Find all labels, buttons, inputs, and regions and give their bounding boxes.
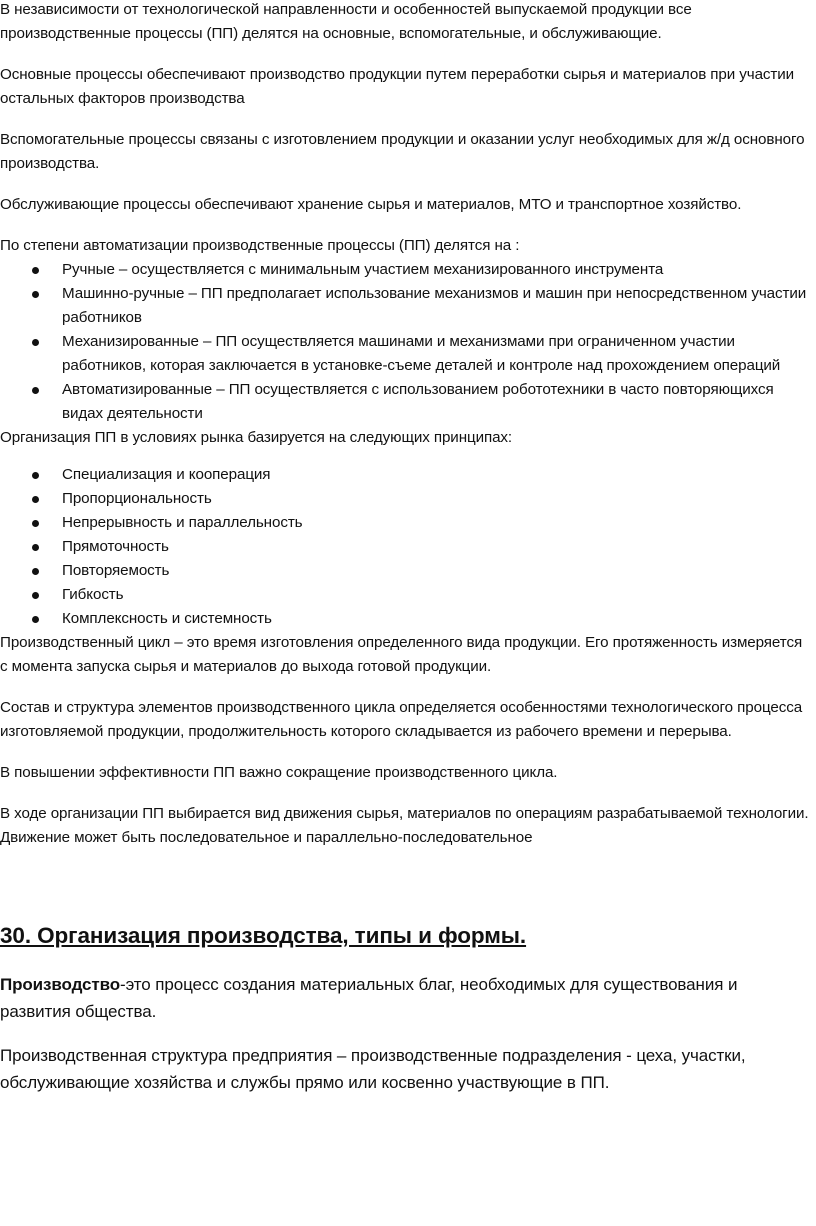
- list-item: Специализация и кооперация: [0, 463, 810, 487]
- definition-term: Производство: [0, 975, 121, 994]
- paragraph-efficiency: В повышении эффективности ПП важно сокращение производственного цикла.: [0, 764, 558, 781]
- list-item: Повторяемость: [0, 559, 810, 583]
- automation-list: [0, 258, 810, 426]
- paragraph-cycle-structure: Состав и структура элементов производственного цикла определяется особенностями технологического процесса изготовляемой продукции, продолжительность которого складывается из рабочего времени и перерыва.: [0, 699, 803, 740]
- list-item: Автоматизированные – ПП осуществляется с использованием робототехники в часто повторяющихся видах деятельности: [0, 378, 810, 426]
- paragraph-movement: В ходе организации ПП выбирается вид движения сырья, материалов по операциям разрабатываемой технологии. Движение может быть последовательное и параллельно-последовательное: [0, 805, 809, 846]
- section-heading: 30. Организация производства, типы и формы.: [0, 923, 527, 948]
- bullet-icon: [32, 544, 39, 551]
- bullet-icon: [32, 387, 39, 394]
- paragraph-auxiliary-processes: Вспомогательные процессы связаны с изготовлением продукции и оказании услуг необходимых для ж/д основного производства.: [0, 131, 805, 172]
- list-item: Непрерывность и параллельность: [0, 511, 810, 535]
- paragraph-production-cycle: Производственный цикл – это время изготовления определенного вида продукции. Его протяженность измеряется с момента запуска сырья и материалов до выхода готовой продукции.: [0, 634, 803, 675]
- bullet-icon: [32, 496, 39, 503]
- bullet-icon: [32, 291, 39, 298]
- list-item: Гибкость: [0, 583, 810, 607]
- paragraph-principles-intro: Организация ПП в условиях рынка базируется на следующих принципах:: [0, 429, 513, 446]
- paragraph-production-structure: Производственная структура предприятия – производственные подразделения - цеха, участки, обслуживающие хозяйства и службы прямо или косвенно участвующие в ПП.: [0, 1046, 746, 1092]
- bullet-icon: [32, 568, 39, 575]
- bullet-icon: [32, 339, 39, 346]
- principles-list: [0, 463, 810, 631]
- definition-text: -это процесс создания материальных благ, необходимых для существования и развития общества.: [0, 975, 738, 1021]
- list-item: Механизированные – ПП осуществляется машинами и механизмами при ограниченном участии работников, которая заключается в установке-съеме деталей и контроле над прохождением операций: [0, 330, 810, 378]
- bullet-icon: [32, 592, 39, 599]
- paragraph-process-types: В независимости от технологической направленности и особенностей выпускаемой продукции все производственные процессы (ПП) делятся на основные, вспомогательные, и обслуживающие.: [0, 1, 692, 42]
- paragraph-main-processes: Основные процессы обеспечивают производство продукции путем переработки сырья и материалов при участии остальных факторов производства: [0, 66, 795, 107]
- paragraph-definition: [0, 971, 810, 1025]
- bullet-icon: [32, 520, 39, 527]
- paragraph-service-processes: Обслуживающие процессы обеспечивают хранение сырья и материалов, МТО и транспортное хозяйство.: [0, 196, 742, 213]
- list-item: Ручные – осуществляется с минимальным участием механизированного инструмента: [0, 258, 810, 282]
- bullet-icon: [32, 267, 39, 274]
- list-item: Пропорциональность: [0, 487, 810, 511]
- list-item: Прямоточность: [0, 535, 810, 559]
- list-item: Машинно-ручные – ПП предполагает использование механизмов и машин при непосредственном участии работников: [0, 282, 810, 330]
- paragraph-automation-intro: По степени автоматизации производственные процессы (ПП) делятся на :: [0, 237, 520, 254]
- list-item: Комплексность и системность: [0, 607, 810, 631]
- bullet-icon: [32, 616, 39, 623]
- bullet-icon: [32, 472, 39, 479]
